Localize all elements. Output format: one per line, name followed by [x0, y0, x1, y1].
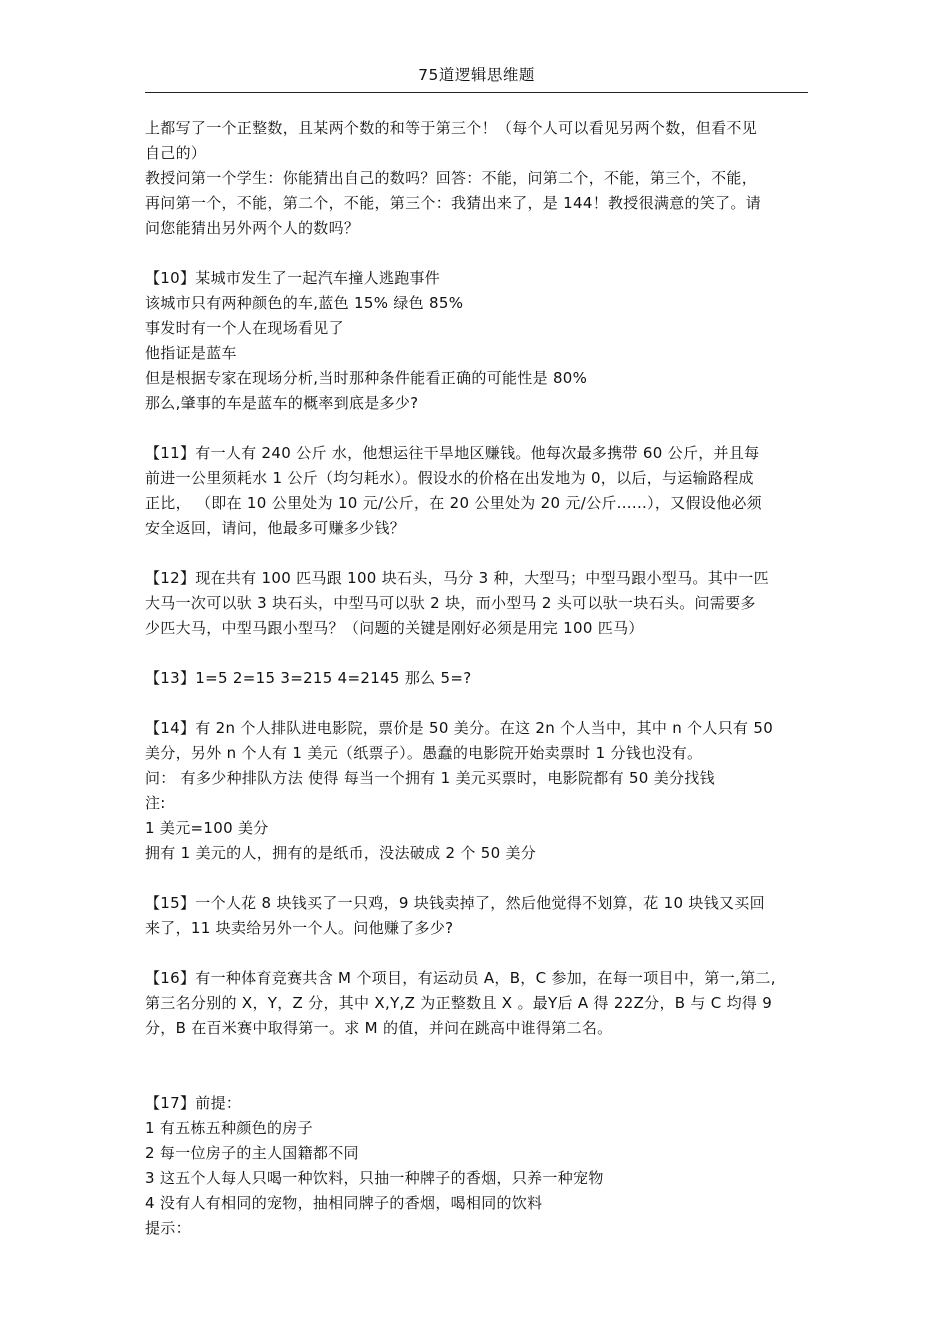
text-line: 那么,肇事的车是蓝车的概率到底是多少? [145, 394, 419, 412]
paragraph-spacer [145, 1041, 810, 1091]
text-line: 问您能猜出另外两个人的数吗？ [145, 219, 360, 237]
question-15 [145, 891, 810, 941]
page-header [145, 62, 808, 93]
text-line: 少匹大马，中型马跟小型马？（问题的关键是刚好必须是用完 100 匹马） [145, 619, 644, 637]
text-line: 1 美元=100 美分 [145, 819, 269, 837]
question-heading: 【17】前提： [145, 1094, 242, 1112]
text-line: 美分，另外 n 个人有 1 美元（纸票子）。愚蠢的电影院开始卖票时 1 分钱也没有。 [145, 744, 703, 762]
question-14 [145, 716, 810, 866]
text-line: 提示： [145, 1219, 191, 1237]
question-10 [145, 266, 810, 416]
text-line: 该城市只有两种颜色的车,蓝色 15% 绿色 85% [145, 294, 464, 312]
question-heading: 【11】有一人有 240 公斤 水，他想运往干旱地区赚钱。他每次最多携带 60 公斤，并且每 [145, 444, 760, 462]
text-line: 正比， （即在 10 公里处为 10 元/公斤，在 20 公里处为 20 元/公斤......），又假设他必须 [145, 494, 762, 512]
question-12 [145, 566, 810, 641]
text-line: 2 每一位房子的主人国籍都不同 [145, 1144, 359, 1162]
question-heading: 【13】1=5 2=15 3=215 4=2145 那么 5=? [145, 669, 472, 687]
text-line: 教授问第一个学生：你能猜出自己的数吗？回答：不能，问第二个，不能，第三个，不能， [145, 169, 758, 187]
text-line: 4 没有人有相同的宠物，抽相同牌子的香烟，喝相同的饮料 [145, 1194, 543, 1212]
text-line: 拥有 1 美元的人，拥有的是纸币，没法破成 2 个 50 美分 [145, 844, 537, 862]
paragraph-spacer [145, 641, 810, 666]
text-line: 来了，11 块卖给另外一个人。问他赚了多少? [145, 919, 454, 937]
text-line: 注: [145, 794, 166, 812]
text-line: 问： 有多少种排队方法 使得 每当一个拥有 1 美元买票时，电影院都有 50 美分找钱 [145, 769, 715, 787]
question-11 [145, 441, 810, 541]
question-heading: 【14】有 2n 个人排队进电影院，票价是 50 美分。在这 2n 个人当中，其中 n 个人只有 50 [145, 719, 774, 737]
text-line: 再问第一个，不能，第二个，不能，第三个：我猜出来了，是 144！教授很满意的笑了。请 [145, 194, 762, 212]
text-line: 1 有五栋五种颜色的房子 [145, 1119, 313, 1137]
text-line: 自己的） [145, 144, 207, 162]
paragraph-spacer [145, 241, 810, 266]
document-body [145, 116, 810, 1241]
question-13 [145, 666, 810, 691]
text-line: 分，B 在百米赛中取得第一。求 M 的值，并问在跳高中谁得第二名。 [145, 1019, 613, 1037]
question-16 [145, 966, 810, 1041]
text-line: 但是根据专家在现场分析,当时那种条件能看正确的可能性是 80% [145, 369, 588, 387]
question-heading: 【16】有一种体育竞赛共含 M 个项目，有运动员 A，B，C 参加，在每一项目中，第一,第二, [145, 969, 776, 987]
paragraph-spacer [145, 866, 810, 891]
text-line: 3 这五个人每人只喝一种饮料，只抽一种牌子的香烟，只养一种宠物 [145, 1169, 604, 1187]
page-title: 75道逻辑思维题 [418, 66, 535, 84]
text-line: 上都写了一个正整数，且某两个数的和等于第三个！（每个人可以看见另两个数，但看不见 [145, 119, 758, 137]
text-line: 大马一次可以驮 3 块石头，中型马可以驮 2 块，而小型马 2 头可以驮一块石头。问需要多 [145, 594, 756, 612]
text-line: 他指证是蓝车 [145, 344, 237, 362]
paragraph-spacer [145, 691, 810, 716]
text-line: 事发时有一个人在现场看见了 [145, 319, 344, 337]
question-heading: 【12】现在共有 100 匹马跟 100 块石头，马分 3 种，大型马；中型马跟小型马。其中一匹 [145, 569, 769, 587]
text-line: 前进一公里须耗水 1 公斤（均匀耗水）。假设水的价格在出发地为 0，以后，与运输路程成 [145, 469, 754, 487]
question-9-continued [145, 116, 810, 241]
question-17 [145, 1091, 810, 1241]
text-line: 第三名分别的 X，Y，Z 分，其中 X,Y,Z 为正整数且 X 。最Y后 A 得 22Z分，B 与 C 均得 9 [145, 994, 773, 1012]
question-heading: 【10】某城市发生了一起汽车撞人逃跑事件 [145, 269, 441, 287]
paragraph-spacer [145, 416, 810, 441]
paragraph-spacer [145, 941, 810, 966]
paragraph-spacer [145, 541, 810, 566]
text-line: 安全返回，请问，他最多可赚多少钱？ [145, 519, 406, 537]
question-heading: 【15】一个人花 8 块钱买了一只鸡，9 块钱卖掉了，然后他觉得不划算，花 10 块钱又买回 [145, 894, 765, 912]
